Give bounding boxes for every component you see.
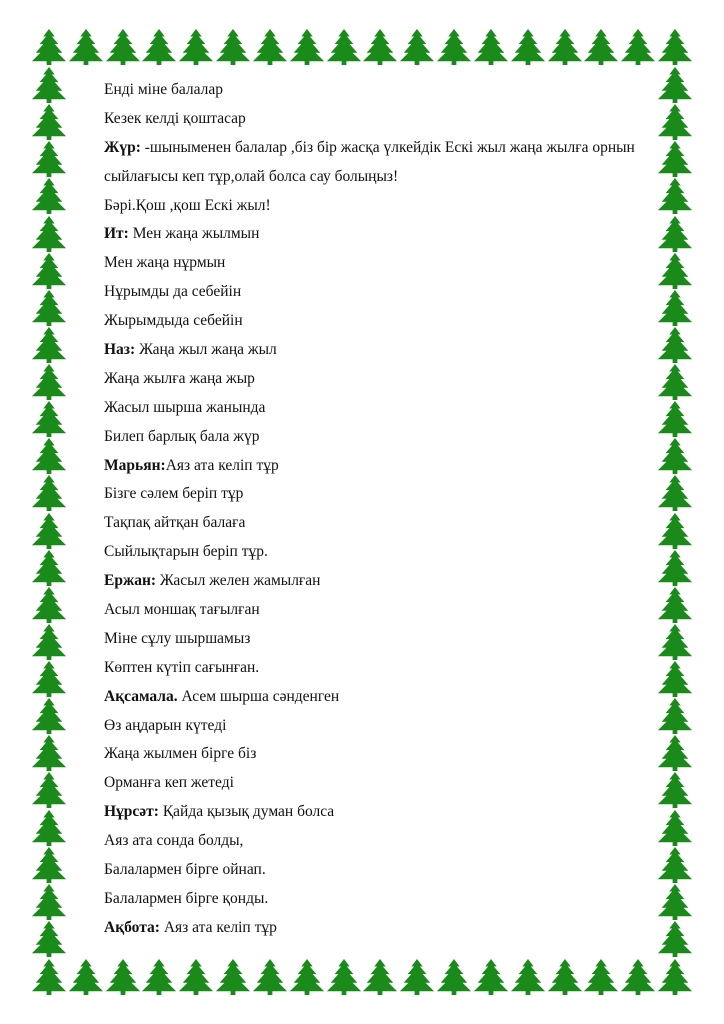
fir-tree-icon	[619, 958, 657, 996]
poem-line	[104, 654, 684, 683]
line-text: Жаңа жылмен бірге біз	[104, 745, 257, 763]
speaker-name: Ит:	[104, 225, 129, 243]
fir-tree-icon	[30, 549, 68, 587]
fir-tree-icon	[30, 771, 68, 809]
line-text: Мен жаңа жылмын	[128, 225, 260, 243]
fir-tree-icon	[214, 958, 252, 996]
line-text: Жасыл шырша жанында	[104, 398, 266, 416]
fir-tree-icon	[361, 958, 399, 996]
line-text: Жаңа жыл жаңа жыл	[135, 341, 277, 359]
line-text: Кезек келді қоштасар	[104, 109, 246, 127]
fir-tree-icon	[619, 28, 657, 66]
line-text: Бәрі.Қош ,қош Ескі жыл!	[104, 196, 271, 214]
line-text: Қайда қызық думан болса	[158, 803, 335, 821]
poem-line	[104, 365, 684, 394]
poem-line	[104, 712, 684, 741]
fir-tree-icon	[582, 958, 620, 996]
fir-tree-icon	[30, 289, 68, 327]
line-text: Көптен күтіп сағынған.	[104, 658, 260, 676]
poem-line	[104, 192, 684, 221]
poem-line	[104, 769, 684, 798]
speaker-name: Ақсамала.	[104, 687, 178, 705]
line-text: Орманға кеп жетеді	[104, 774, 234, 792]
line-text: -шыныменен балалар ,біз бір жасқа үлкейдік Ескі жыл жаңа жылға орнын	[140, 138, 635, 156]
poem-line	[104, 740, 684, 769]
poem-line	[104, 76, 684, 105]
line-text: Асыл моншақ тағылған	[104, 601, 260, 619]
speaker-name: Наз:	[104, 341, 136, 359]
fir-tree-icon	[472, 958, 510, 996]
poem-line	[104, 163, 684, 192]
fir-tree-icon	[30, 809, 68, 847]
poem-line	[104, 249, 684, 278]
speaker-name: Ержан:	[104, 572, 157, 590]
poem-line	[104, 480, 684, 509]
poem-line	[104, 423, 684, 452]
fir-tree-icon	[67, 28, 105, 66]
poem-line	[104, 509, 684, 538]
fir-tree-icon	[30, 623, 68, 661]
speaker-name: Нұрсәт:	[104, 803, 159, 821]
fir-tree-icon	[30, 140, 68, 178]
poem-line	[104, 798, 684, 827]
fir-tree-icon	[177, 958, 215, 996]
fir-tree-icon	[30, 734, 68, 772]
poem-line	[104, 134, 684, 163]
fir-tree-icon	[546, 958, 584, 996]
line-text: Мен жаңа нұрмын	[104, 254, 226, 272]
line-text: Аяз ата келіп тұр	[159, 918, 277, 936]
poem-line	[104, 394, 684, 423]
fir-tree-icon	[30, 66, 68, 104]
line-text: Жырымдыда себейін	[104, 312, 243, 330]
fir-tree-icon	[30, 958, 68, 996]
poem-line	[104, 567, 684, 596]
fir-tree-icon	[30, 252, 68, 290]
poem-line	[104, 105, 684, 134]
fir-tree-icon	[30, 474, 68, 512]
line-text: Балалармен бірге қонды.	[104, 889, 269, 907]
poem-line	[104, 307, 684, 336]
line-text: Балалармен бірге ойнап.	[104, 861, 266, 879]
line-text: Міне сұлу шыршамыз	[104, 629, 251, 647]
line-text: Өз аңдарын күтеді	[104, 716, 227, 734]
poem-line	[104, 827, 684, 856]
fir-tree-icon	[251, 958, 289, 996]
poem-line	[104, 336, 684, 365]
fir-tree-icon	[30, 660, 68, 698]
line-text: Нұрымды да себейін	[104, 283, 242, 301]
line-text: Жаңа жылға жаңа жыр	[104, 369, 255, 387]
fir-tree-icon	[325, 28, 363, 66]
poem-line	[104, 856, 684, 885]
fir-tree-icon	[104, 958, 142, 996]
fir-tree-icon	[288, 28, 326, 66]
fir-tree-icon	[435, 958, 473, 996]
fir-tree-icon	[30, 400, 68, 438]
line-text: Аяз ата келіп тұр	[165, 456, 279, 474]
fir-tree-icon	[30, 363, 68, 401]
fir-tree-icon	[361, 28, 399, 66]
line-text: Сыйлықтарын беріп тұр.	[104, 543, 268, 561]
line-text: Асем шырша сәнденген	[177, 687, 340, 705]
fir-tree-icon	[582, 28, 620, 66]
fir-tree-icon	[435, 28, 473, 66]
fir-tree-icon	[30, 846, 68, 884]
line-text: Енді міне балалар	[104, 81, 224, 98]
poem-line	[104, 452, 684, 481]
line-text: сыйлағысы кеп тұр,олай болса сау болыңыз!	[104, 167, 399, 185]
fir-tree-icon	[30, 883, 68, 921]
fir-tree-icon	[140, 28, 178, 66]
fir-tree-icon	[30, 437, 68, 475]
poem-line	[104, 683, 684, 712]
line-text: Аяз ата сонда болды,	[104, 832, 244, 850]
poem-line	[104, 538, 684, 567]
fir-tree-icon	[30, 177, 68, 215]
poem-line	[104, 625, 684, 654]
fir-tree-icon	[214, 28, 252, 66]
fir-tree-icon	[30, 586, 68, 624]
fir-tree-icon	[288, 958, 326, 996]
fir-tree-icon	[104, 28, 142, 66]
fir-tree-icon	[509, 958, 547, 996]
fir-tree-icon	[398, 958, 436, 996]
fir-tree-icon	[67, 958, 105, 996]
fir-tree-icon	[30, 512, 68, 550]
fir-tree-icon	[656, 28, 694, 66]
line-text: Бізге сәлем беріп тұр	[104, 485, 244, 503]
speaker-name: Ақбота:	[104, 918, 160, 936]
line-text: Билеп барлық бала жүр	[104, 427, 260, 445]
poem-line	[104, 885, 684, 914]
speaker-name: Марьян:	[104, 456, 166, 474]
fir-tree-icon	[30, 326, 68, 364]
fir-tree-icon	[30, 103, 68, 141]
fir-tree-icon	[30, 28, 68, 66]
fir-tree-icon	[546, 28, 584, 66]
fir-tree-icon	[177, 28, 215, 66]
fir-tree-icon	[30, 697, 68, 735]
speaker-name: Жүр:	[104, 138, 141, 156]
line-text: Тақпақ айтқан балаға	[104, 514, 246, 532]
line-text: Жасыл желен жамылған	[156, 572, 321, 590]
fir-tree-icon	[325, 958, 363, 996]
fir-tree-icon	[30, 920, 68, 958]
fir-tree-icon	[30, 215, 68, 253]
poem-line	[104, 914, 684, 943]
fir-tree-icon	[509, 28, 547, 66]
poem-line	[104, 278, 684, 307]
fir-tree-icon	[251, 28, 289, 66]
poem-line	[104, 596, 684, 625]
fir-tree-icon	[656, 958, 694, 996]
fir-tree-icon	[398, 28, 436, 66]
poem-text	[104, 76, 684, 943]
fir-tree-icon	[140, 958, 178, 996]
poem-line	[104, 220, 684, 249]
fir-tree-icon	[472, 28, 510, 66]
